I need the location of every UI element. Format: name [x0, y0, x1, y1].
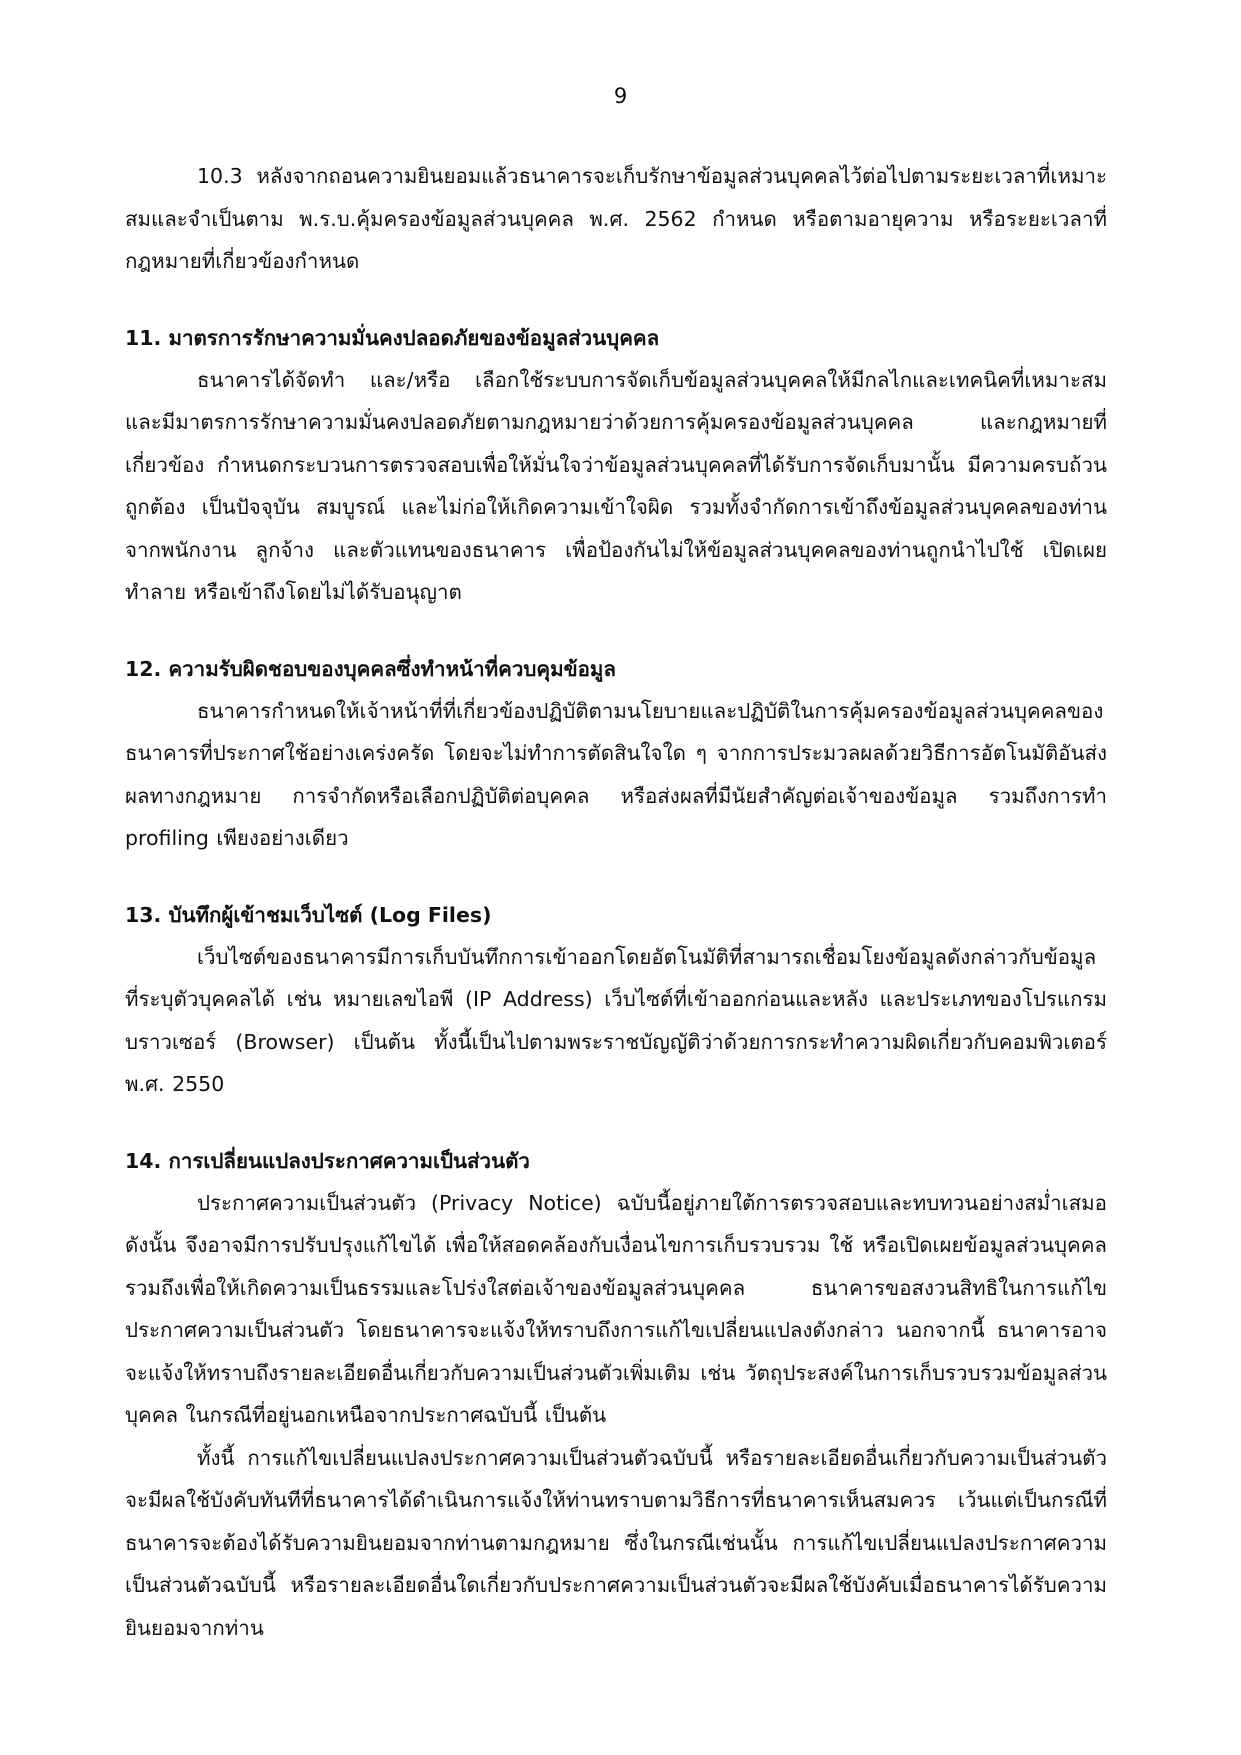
section-paragraph: ประกาศความเป็นส่วนตัว (Privacy Notice) ฉบับนี้อยู่ภายใต้การตรวจสอบและทบทวนอย่างสม่ำเสมอ ดังนั้น จึงอาจมีการปรับปรุงแก้ไขได้ เพื่อให้สอดคล้องกับเงื่อนไขการเก็บรวบรวม ใช้ หรือเปิดเผยข้อมูลส่วนบุคคล รวมถึงเพื่อให้เกิดความเป็นธรรมและโปร่งใสต่อเจ้าของข้อมูลส่วนบุคคล ธนาคารขอสงวนสิทธิในการแก้ไขประกาศความเป็นส่วนตัว โดยธนาคารจะแจ้งให้ทราบถึงการแก้ไขเปลี่ยนแปลงดังกล่าว นอกจากนี้ ธนาคารอาจจะแจ้งให้ทราบถึงรายละเอียดอื่นเกี่ยวกับความเป็นส่วนตัวเพิ่มเติม เช่น วัตถุประสงค์ในการเก็บรวบรวมข้อมูลส่วนบุคคล ในกรณีที่อยู่นอกเหนือจากประกาศฉบับนี้ เป็นต้น	[125, 1190, 1107, 1427]
section-11	[125, 317, 1107, 614]
section-13	[125, 894, 1107, 1106]
intro-section	[125, 155, 1107, 283]
section-paragraph: เว็บไซต์ของธนาคารมีการเก็บบันทึกการเข้าออกโดยอัตโนมัติที่สามารถเชื่อมโยงข้อมูลดังกล่าวกับข้อมูลที่ระบุตัวบุคคลได้ เช่น หมายเลขไอพี (IP Address) เว็บไซต์ที่เข้าออกก่อนและหลัง และประเภทของโปรแกรมบราวเซอร์ (Browser) เป็นต้น ทั้งนี้เป็นไปตามพระราชบัญญัติว่าด้วยการกระทำความผิดเกี่ยวกับคอมพิวเตอร์ พ.ศ. 2550	[125, 944, 1107, 1096]
section-paragraph: ทั้งนี้ การแก้ไขเปลี่ยนแปลงประกาศความเป็นส่วนตัวฉบับนี้ หรือรายละเอียดอื่นเกี่ยวกับความเป็นส่วนตัวจะมีผลใช้บังคับทันทีที่ธนาคารได้ดำเนินการแจ้งให้ท่านทราบตามวิธีการที่ธนาคารเห็นสมควร เว้นแต่เป็นกรณีที่ธนาคารจะต้องได้รับความยินยอมจากท่านตามกฎหมาย ซึ่งในกรณีเช่นนั้น การแก้ไขเปลี่ยนแปลงประกาศความเป็นส่วนตัวฉบับนี้ หรือรายละเอียดอื่นใดเกี่ยวกับประกาศความเป็นส่วนตัวจะมีผลใช้บังคับเมื่อธนาคารได้รับความยินยอมจากท่าน	[125, 1445, 1107, 1640]
intro-paragraph: 10.3 หลังจากถอนความยินยอมแล้วธนาคารจะเก็บรักษาข้อมูลส่วนบุคคลไว้ต่อไปตามระยะเวลาที่เหมาะสมและจำเป็นตาม พ.ร.บ.คุ้มครองข้อมูลส่วนบุคคล พ.ศ. 2562 กำหนด หรือตามอายุความ หรือระยะเวลาที่กฎหมายที่เกี่ยวข้องกำหนด	[125, 164, 1107, 273]
section-12	[125, 648, 1107, 860]
section-heading: 11. มาตรการรักษาความมั่นคงปลอดภัยของข้อมูลส่วนบุคคล	[125, 325, 660, 350]
section-paragraph: ธนาคารได้จัดทำ และ/หรือ เลือกใช้ระบบการจัดเก็บข้อมูลส่วนบุคคลให้มีกลไกและเทคนิคที่เหมาะสมและมีมาตรการรักษาความมั่นคงปลอดภัยตามกฎหมายว่าด้วยการคุ้มครองข้อมูลส่วนบุคคล และกฎหมายที่เกี่ยวข้อง กำหนดกระบวนการตรวจสอบเพื่อให้มั่นใจว่าข้อมูลส่วนบุคคลที่ได้รับการจัดเก็บมานั้น มีความครบถ้วน ถูกต้อง เป็นปัจจุบัน สมบูรณ์ และไม่ก่อให้เกิดความเข้าใจผิด รวมทั้งจำกัดการเข้าถึงข้อมูลส่วนบุคคลของท่านจากพนักงาน ลูกจ้าง และตัวแทนของธนาคาร เพื่อป้องกันไม่ให้ข้อมูลส่วนบุคคลของท่านถูกนำไปใช้ เปิดเผย ทำลาย หรือเข้าถึงโดยไม่ได้รับอนุญาต	[125, 367, 1107, 604]
document-body	[125, 155, 1107, 1649]
page-number: 9	[613, 84, 628, 108]
section-paragraph: ธนาคารกำหนดให้เจ้าหน้าที่ที่เกี่ยวข้องปฏิบัติตามนโยบายและปฏิบัติในการคุ้มครองข้อมูลส่วนบุคคลของธนาคารที่ประกาศใช้อย่างเคร่งครัด โดยจะไม่ทำการตัดสินใจใด ๆ จากการประมวลผลด้วยวิธีการอัตโนมัติอันส่งผลทางกฎหมาย การจำกัดหรือเลือกปฏิบัติต่อบุคคล หรือส่งผลที่มีนัยสำคัญต่อเจ้าของข้อมูล รวมถึงการทำ profiling เพียงอย่างเดียว	[125, 698, 1107, 850]
section-heading: 13. บันทึกผู้เข้าชมเว็บไซต์ (Log Files)	[125, 902, 492, 927]
section-heading: 12. ความรับผิดชอบของบุคคลซึ่งทำหน้าที่ควบคุมข้อมูล	[125, 656, 616, 681]
section-heading: 14. การเปลี่ยนแปลงประกาศความเป็นส่วนตัว	[125, 1148, 530, 1173]
section-14	[125, 1140, 1107, 1650]
